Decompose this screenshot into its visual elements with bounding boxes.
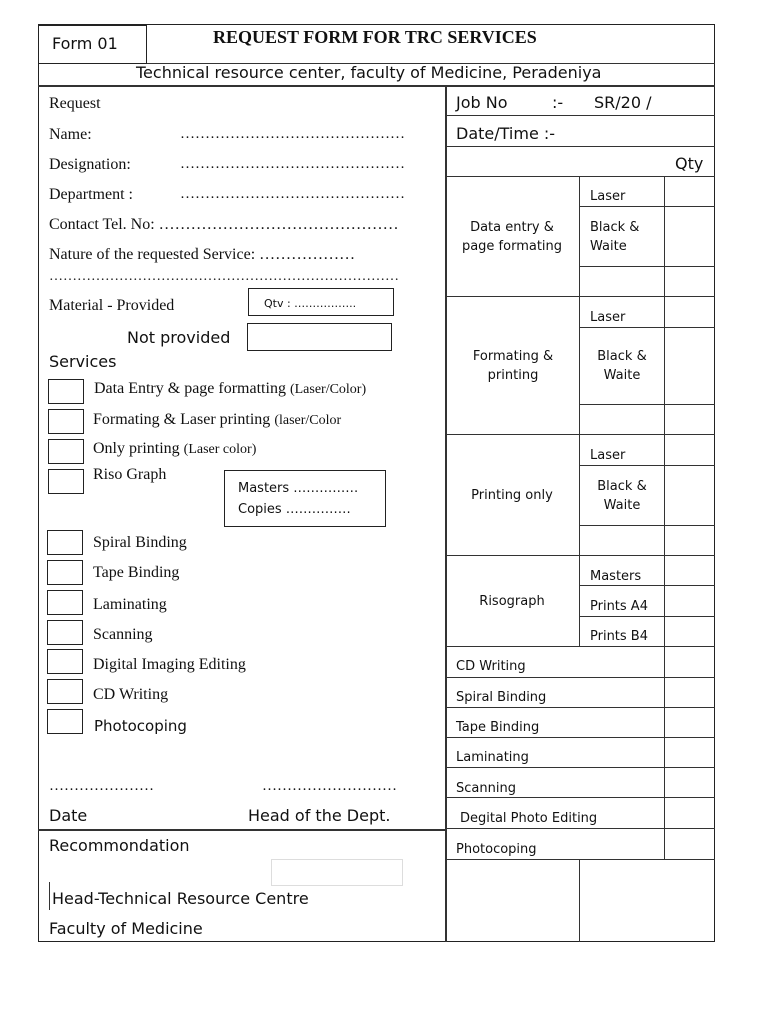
- divider: [38, 85, 715, 87]
- date-label: Date: [49, 806, 88, 825]
- divider: [38, 829, 446, 831]
- name-label: Name:: [49, 126, 92, 143]
- checkbox-riso-graph[interactable]: [48, 469, 84, 494]
- department-label: Department :: [49, 186, 133, 203]
- bw-2: Black & Waite: [597, 349, 647, 383]
- designation-field[interactable]: ………………………………………: [180, 156, 405, 172]
- divider: [445, 85, 447, 942]
- divider: [579, 327, 715, 328]
- service-laminating: Laminating: [93, 596, 167, 613]
- divider: [579, 616, 715, 617]
- request-label: Request: [49, 95, 101, 112]
- row-tape-binding: Tape Binding: [456, 720, 540, 735]
- checkbox-formating-laser[interactable]: [48, 409, 84, 434]
- cursor-mark: [49, 882, 50, 910]
- divider: [664, 176, 665, 859]
- divider: [445, 296, 715, 297]
- contact-field[interactable]: Contact Tel. No: ………………………………………: [49, 216, 399, 233]
- divider: [445, 707, 715, 708]
- group-formating-printing: Formating & printing: [472, 349, 554, 383]
- row-laminating: Laminating: [456, 750, 529, 765]
- date-signature-dots: …………………: [49, 778, 154, 794]
- riso-masters-row: Masters: [590, 569, 642, 584]
- checkbox-scanning[interactable]: [47, 620, 83, 645]
- divider: [445, 555, 715, 556]
- riso-prints-b4: Prints B4: [590, 629, 648, 644]
- checkbox-only-printing[interactable]: [48, 439, 84, 464]
- divider: [445, 176, 715, 177]
- qty-heading: Qty: [675, 154, 704, 173]
- service-spiral-binding: Spiral Binding: [93, 534, 187, 551]
- recommendation-label: Recommondation: [49, 836, 190, 855]
- riso-copies: Copies ……………: [238, 502, 351, 517]
- divider: [445, 767, 715, 768]
- material-provided-label: Material - Provided: [49, 297, 175, 314]
- divider: [579, 266, 715, 267]
- service-riso-graph: Riso Graph: [93, 466, 167, 483]
- row-scanning: Scanning: [456, 781, 516, 796]
- nature-field[interactable]: Nature of the requested Service: ………………: [49, 246, 356, 263]
- divider: [445, 146, 715, 147]
- job-no-value[interactable]: SR/20 /: [594, 93, 652, 112]
- date-time-label[interactable]: Date/Time :-: [456, 124, 556, 143]
- row-cd-writing: CD Writing: [456, 659, 526, 674]
- checkbox-digital-imaging[interactable]: [47, 649, 83, 674]
- designation-label: Designation:: [49, 156, 131, 173]
- row-photo-editing: Degital Photo Editing: [460, 811, 598, 826]
- checkbox-cd-writing[interactable]: [47, 679, 83, 704]
- service-scanning: Scanning: [93, 626, 153, 643]
- divider: [445, 115, 715, 116]
- divider: [445, 828, 715, 829]
- not-provided-label: Not provided: [127, 328, 231, 347]
- service-digital-imaging: Digital Imaging Editing: [93, 656, 246, 673]
- divider: [579, 465, 715, 466]
- divider: [445, 737, 715, 738]
- department-field[interactable]: ………………………………………: [180, 186, 405, 202]
- name-field[interactable]: ………………………………………: [180, 126, 405, 142]
- group-data-entry: Data entry & page formating: [461, 220, 563, 254]
- service-cd-writing: CD Writing: [93, 686, 169, 703]
- riso-prints-a4: Prints A4: [590, 599, 648, 614]
- bw-3: Black & Waite: [597, 479, 647, 513]
- checkbox-data-entry[interactable]: [48, 379, 84, 404]
- divider: [445, 646, 715, 647]
- service-only-printing: Only printing (Laser color): [93, 440, 257, 457]
- divider: [579, 859, 580, 942]
- checkbox-spiral-binding[interactable]: [47, 530, 83, 555]
- form-subtitle: Technical resource center, faculty of Medicine, Peradeniya: [136, 63, 602, 82]
- riso-masters: Masters ……………: [238, 481, 359, 496]
- group-printing-only: Printing only: [471, 488, 553, 503]
- job-no-label: Job No: [456, 93, 508, 112]
- divider: [579, 525, 715, 526]
- head-trc-label: Head-Technical Resource Centre: [52, 889, 309, 908]
- form-title: REQUEST FORM FOR TRC SERVICES: [213, 27, 537, 47]
- nature-field-cont[interactable]: …………………………………………………………………: [49, 269, 399, 284]
- recommendation-field[interactable]: [271, 859, 403, 886]
- divider: [579, 404, 715, 405]
- head-dept-label: Head of the Dept.: [248, 806, 391, 825]
- riso-box[interactable]: [224, 470, 386, 527]
- service-tape-binding: Tape Binding: [93, 564, 180, 581]
- laser-1: Laser: [590, 189, 626, 204]
- checkbox-laminating[interactable]: [47, 590, 83, 615]
- head-signature-dots: ………………………: [262, 778, 397, 794]
- checkbox-tape-binding[interactable]: [47, 560, 83, 585]
- bw-1: Black & Waite: [590, 220, 640, 254]
- row-photocoping: Photocoping: [456, 842, 537, 857]
- checkbox-photocoping[interactable]: [47, 709, 83, 734]
- service-data-entry: Data Entry & page formatting (Laser/Color): [94, 380, 367, 397]
- qty-label: Qtv : ……………..: [264, 297, 357, 310]
- row-spiral-binding: Spiral Binding: [456, 690, 547, 705]
- service-photocoping: Photocoping: [94, 717, 187, 735]
- divider: [579, 206, 715, 207]
- services-heading: Services: [49, 352, 117, 371]
- group-risograph: Risograph: [479, 594, 545, 609]
- divider: [579, 176, 580, 646]
- divider: [445, 859, 715, 860]
- divider: [445, 434, 715, 435]
- job-no-sep: :-: [552, 93, 564, 112]
- laser-2: Laser: [590, 310, 626, 325]
- form-number: Form 01: [52, 34, 118, 53]
- not-provided-box[interactable]: [247, 323, 392, 351]
- divider: [445, 677, 715, 678]
- service-formating-laser: Formating & Laser printing (laser/Color: [93, 411, 342, 428]
- faculty-label: Faculty of Medicine: [49, 919, 203, 938]
- laser-3: Laser: [590, 448, 626, 463]
